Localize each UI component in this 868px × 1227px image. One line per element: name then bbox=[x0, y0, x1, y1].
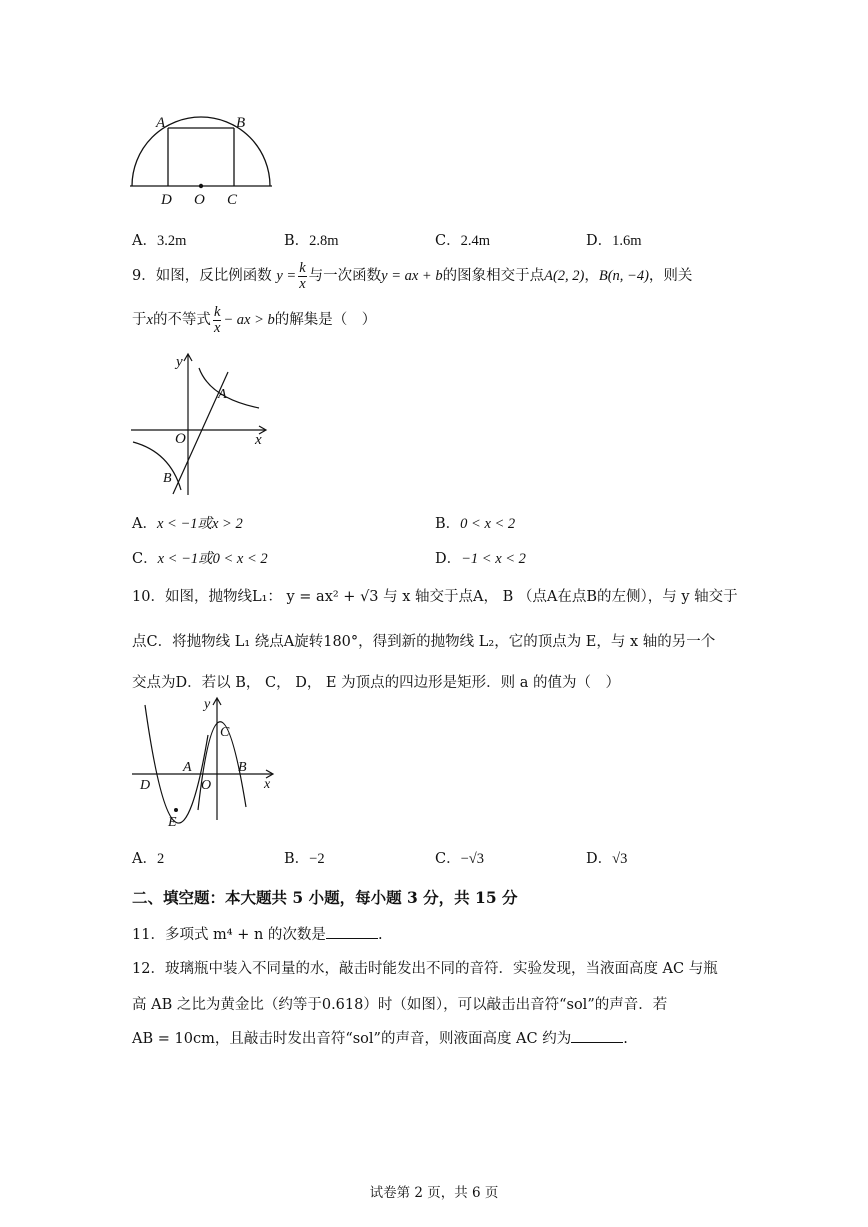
q12-answer-blank[interactable] bbox=[571, 1030, 623, 1043]
q10-option-c[interactable]: C．−√3 bbox=[435, 851, 484, 867]
semicircle-arc bbox=[132, 117, 270, 186]
label-x: x bbox=[255, 432, 262, 448]
q11-line: 11．多项式 m⁴ + n 的次数是 . bbox=[132, 927, 383, 943]
vertex-E bbox=[174, 808, 178, 812]
q10-figure bbox=[128, 695, 278, 830]
q8-option-a[interactable]: A．3.2m bbox=[132, 233, 187, 249]
q8-option-c[interactable]: C．2.4m bbox=[435, 233, 491, 249]
label-y: y bbox=[204, 697, 211, 712]
label-D: D bbox=[161, 192, 172, 208]
label-O: O bbox=[194, 192, 205, 208]
label-A: A bbox=[218, 387, 227, 402]
label-x: x bbox=[264, 777, 271, 792]
q9-option-c[interactable]: C．x < −1或0 < x < 2 bbox=[132, 551, 268, 567]
q12-line1: 12．玻璃瓶中装入不同量的水，敲击时能发出不同的音符．实验发现，当液面高度 AC 与瓶 bbox=[132, 961, 718, 977]
label-B: B bbox=[236, 115, 246, 131]
section2-heading: 二、填空题：本大题共 5 小题，每小题 3 分，共 15 分 bbox=[132, 888, 518, 907]
q10-option-d[interactable]: D．√3 bbox=[586, 851, 628, 867]
hyperbola-branch-1 bbox=[199, 368, 259, 408]
label-y: y bbox=[176, 354, 183, 370]
label-C: C bbox=[227, 192, 238, 208]
label-A: A bbox=[183, 760, 192, 775]
hyperbola-branch-2 bbox=[133, 442, 181, 490]
label-O: O bbox=[175, 431, 186, 447]
page-footer: 试卷第 2 页，共 6 页 bbox=[369, 1185, 499, 1201]
q12-line2: 高 AB 之比为黄金比（约等于0.618）时（如图），可以敲击出音符“sol”的声音．若 bbox=[132, 997, 668, 1013]
q9-option-d[interactable]: D．−1 < x < 2 bbox=[435, 551, 526, 567]
label-D: D bbox=[140, 778, 151, 793]
q10-option-b[interactable]: B．−2 bbox=[284, 851, 325, 867]
q10-line1: 10．如图，抛物线L₁： y = ax² + √3 与 x 轴交于点A， B （点A在点B的左侧），与 y 轴交于 bbox=[132, 589, 738, 605]
q10-option-a[interactable]: A．2 bbox=[132, 851, 165, 867]
center-point bbox=[199, 184, 203, 188]
label-C: C bbox=[220, 725, 230, 740]
label-B: B bbox=[238, 760, 247, 775]
q9-figure bbox=[125, 350, 275, 500]
label-A: A bbox=[156, 115, 166, 131]
q11-answer-blank[interactable] bbox=[326, 926, 378, 939]
label-O: O bbox=[201, 778, 212, 793]
q9-line2: 于x的不等式 $\frac{k}{x}$ − ax > b的解集是（ ） bbox=[132, 304, 377, 336]
label-E: E bbox=[168, 815, 177, 830]
q10-line3: 交点为D．若以 B， C， D， E 为顶点的四边形是矩形．则 a 的值为（ ） bbox=[132, 675, 620, 691]
q8-option-d[interactable]: D．1.6m bbox=[586, 233, 642, 249]
q10-line2: 点C．将抛物线 L₁ 绕点A旋转180°，得到新的抛物线 L₂，它的顶点为 E，与 x 轴的另一个 bbox=[132, 634, 716, 650]
q8-figure bbox=[120, 108, 280, 208]
q9-line1: 9．如图，反比例函数 y = $\frac{k}{x}$ 与一次函数y = ax + b的图象相交于点A(2, 2)，B(n, −4)，则关 bbox=[132, 260, 693, 292]
label-B: B bbox=[163, 471, 172, 486]
q8-option-b[interactable]: B．2.8m bbox=[284, 233, 339, 249]
q12-line3: AB = 10cm，且敲击时发出音符“sol”的声音，则液面高度 AC 约为 . bbox=[132, 1031, 628, 1047]
q9-option-a[interactable]: A．x < −1或x > 2 bbox=[132, 516, 243, 532]
q9-option-b[interactable]: B．0 < x < 2 bbox=[435, 516, 516, 532]
